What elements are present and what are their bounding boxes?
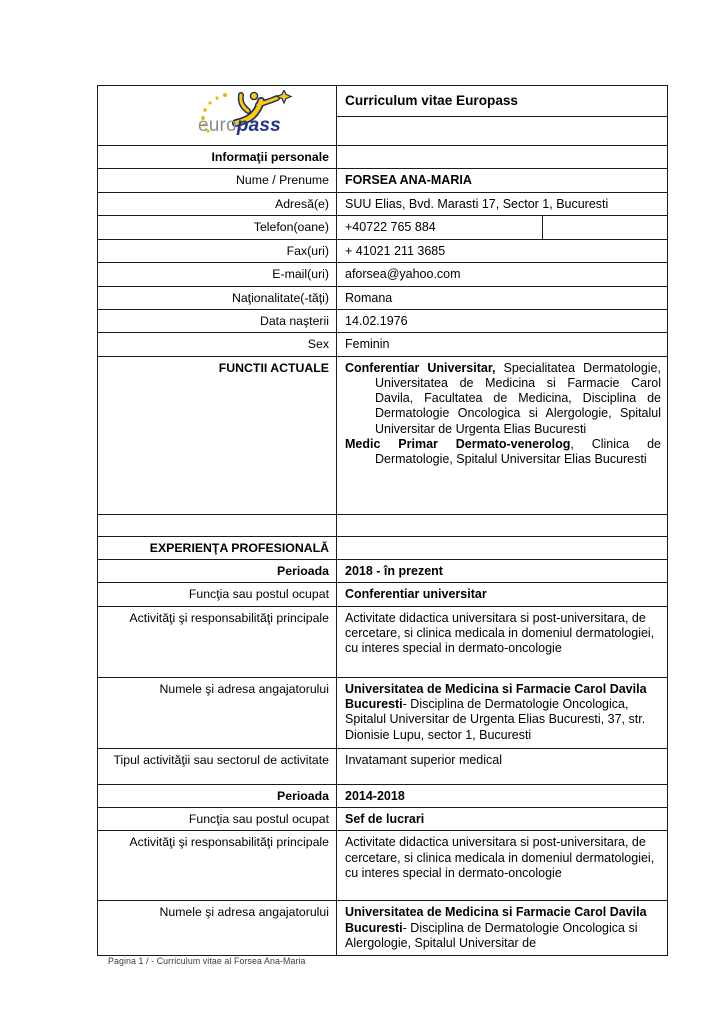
empty-cell xyxy=(337,537,667,559)
row-birthdate xyxy=(98,310,667,333)
label-position-2: Funcţia sau postul ocupat xyxy=(98,808,337,830)
row-nationality xyxy=(98,287,667,310)
employer-1-address: - Disciplina de Dermatologie Oncologica, Spitalul Universitar de Urgenta Elias Bucuresti, 37, str. Dionisie Lupu, sector 1, Bucuresti xyxy=(345,697,646,742)
current-position-2 xyxy=(345,437,661,467)
logo-cell xyxy=(98,86,337,145)
value-activities-2: Activitate didactica universitara si post-universitara, de cercetare, si clinica medicala in domeniul dermatologiei, cu interes special in dermato-oncologie xyxy=(345,835,655,881)
empty-cell xyxy=(337,146,667,168)
value-activities-1: Activitate didactica universitara si post-universitara, de cercetare, si clinica medicala in domeniul dermatologiei, cu interes special in dermato-oncologie xyxy=(345,610,655,656)
row-sex xyxy=(98,333,667,356)
current-position-1 xyxy=(345,361,661,437)
row-email xyxy=(98,263,667,286)
header-row xyxy=(98,86,667,146)
phone-extra-cell xyxy=(543,216,667,238)
label-position-1: Funcţia sau postul ocupat xyxy=(98,583,337,605)
current-position-1-title: Conferentiar Universitar, xyxy=(345,360,496,375)
row-sector-1 xyxy=(98,749,667,785)
row-activities-1 xyxy=(98,607,667,678)
value-email: aforsea@yahoo.com xyxy=(345,267,461,282)
label-birthdate: Data naşterii xyxy=(98,310,337,332)
row-name xyxy=(98,169,667,193)
label-address: Adresă(e) xyxy=(98,193,337,215)
label-employer-2: Numele şi adresa angajatorului xyxy=(98,901,337,954)
value-birthdate: 14.02.1976 xyxy=(345,314,408,329)
value-position-1: Conferentiar universitar xyxy=(345,587,487,602)
value-nationality: Romana xyxy=(345,290,393,305)
current-position-2-detail: , Clinica de Dermatologie, Spitalul Universitar Elias Bucuresti xyxy=(375,436,661,467)
label-employer-1: Numele şi adresa angajatorului xyxy=(98,678,337,748)
section-label-personal-info: Informaţii personale xyxy=(98,146,337,168)
row-period-2 xyxy=(98,785,667,808)
row-phone xyxy=(98,216,667,239)
value-position-2: Sef de lucrari xyxy=(345,812,425,827)
empty-cell xyxy=(337,515,667,536)
value-phone: +40722 765 884 xyxy=(337,216,543,238)
employer-2-name: Universitatea de Medicina si Farmacie Carol Davila Bucuresti xyxy=(345,905,647,935)
label-sex: Sex xyxy=(98,333,337,355)
label-phone: Telefon(oane) xyxy=(98,216,337,238)
value-address: SUU Elias, Bvd. Marasti 17, Sector 1, Bucuresti xyxy=(345,197,609,211)
row-position-2 xyxy=(98,808,667,831)
label-current-positions: FUNCTII ACTUALE xyxy=(98,357,337,514)
current-position-2-title: Medic Primar Dermato-venerolog xyxy=(345,436,571,451)
row-position-1 xyxy=(98,583,667,606)
employer-2-address: - Disciplina de Dermatologie Oncologica si Alergologie, Spitalul Universitar de xyxy=(345,920,638,951)
title-empty-cell xyxy=(337,117,667,145)
value-fax: + 41021 211 3685 xyxy=(345,243,446,258)
cv-table xyxy=(97,85,668,956)
spacer-row xyxy=(98,515,667,537)
value-period-1: 2018 - în prezent xyxy=(345,563,443,578)
logo-euro-text: euro xyxy=(198,114,237,136)
label-period-2: Perioada xyxy=(98,785,337,807)
value-period-2: 2014-2018 xyxy=(345,788,405,803)
value-name: FORSEA ANA-MARIA xyxy=(345,173,472,187)
row-period-1 xyxy=(98,560,667,583)
section-row-personal-info xyxy=(98,146,667,169)
header-right xyxy=(337,86,667,145)
row-employer-2 xyxy=(98,901,667,954)
value-sector-1: Invatamant superior medical xyxy=(345,752,503,767)
europass-logo xyxy=(184,90,310,142)
label-nationality: Naţionalitate(-tăţi) xyxy=(98,287,337,309)
page-footer: Pagina 1 / - Curriculum vitae al Forsea Ana-Maria xyxy=(108,956,306,966)
row-fax xyxy=(98,240,667,263)
row-current-positions xyxy=(98,357,667,515)
value-current-positions xyxy=(337,357,667,514)
section-label-experience: EXPERIENŢA PROFESIONALĂ xyxy=(98,537,337,559)
label-activities-1: Activităţi şi responsabilităţi principale xyxy=(98,607,337,677)
phone-right xyxy=(337,216,667,238)
value-employer-2 xyxy=(337,901,667,954)
empty-cell xyxy=(98,515,337,536)
row-activities-2 xyxy=(98,831,667,901)
row-address xyxy=(98,193,667,216)
label-email: E-mail(uri) xyxy=(98,263,337,285)
label-sector-1: Tipul activităţii sau sectorul de activitate xyxy=(98,749,337,784)
label-activities-2: Activităţi şi responsabilităţi principale xyxy=(98,831,337,900)
europass-wordmark xyxy=(198,114,281,136)
employer-1-name: Universitatea de Medicina si Farmacie Carol Davila Bucuresti xyxy=(345,681,647,712)
row-employer-1 xyxy=(98,678,667,749)
current-position-1-detail: Specialitatea Dermatologie, Universitatea de Medicina si Farmacie Carol Davila, Facultatea de Medicina, Disciplina de Dermatologie Oncologica si Alergologie, Spitalul Universitar de Urgenta Elias Bucuresti xyxy=(375,360,661,436)
document-title: Curriculum vitae Europass xyxy=(337,86,667,117)
label-period-1: Perioada xyxy=(98,560,337,582)
label-fax: Fax(uri) xyxy=(98,240,337,262)
value-sex: Feminin xyxy=(345,337,390,352)
logo-pass-text: pass xyxy=(236,114,281,136)
label-name: Nume / Prenume xyxy=(98,169,337,192)
value-employer-1 xyxy=(337,678,667,748)
section-row-experience xyxy=(98,537,667,560)
